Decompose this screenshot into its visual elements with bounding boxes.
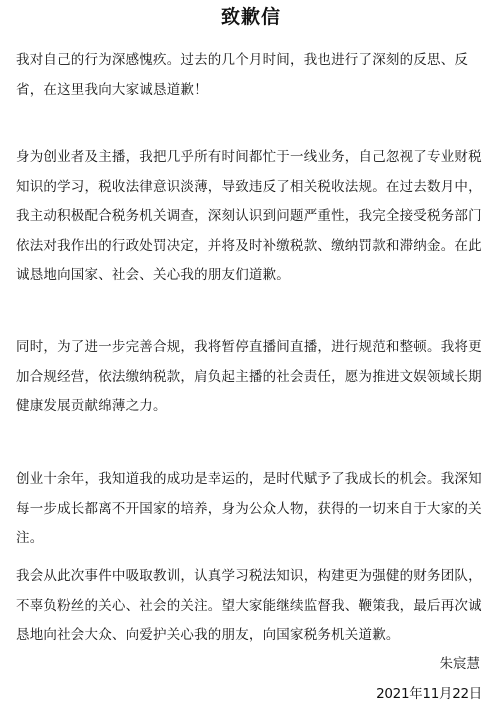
paragraph-line: 我会从此次事件中吸取教训，认真学习税法知识，构建更为强健的财务团队， bbox=[16, 568, 482, 584]
paragraph-line: 我主动积极配合税务机关调查，深刻认识到问题严重性，我完全接受税务部门 bbox=[16, 208, 482, 224]
paragraph-line: 每一步成长都离不开国家的培养，身为公众人物，获得的一切来自于大家的关 bbox=[16, 500, 482, 517]
paragraph-1 bbox=[16, 46, 488, 105]
paragraph-line: 知识的学习，税收法律意识淡薄，导致违反了相关税收法规。在过去数月中， bbox=[16, 178, 482, 195]
letter-title: 致歉信 bbox=[220, 6, 281, 28]
paragraph-4 bbox=[16, 465, 488, 554]
paragraph-line: 省，在这里我向大家诚恳道歉！ bbox=[16, 81, 208, 98]
paragraph-line: 加合规经营，依法缴纳税款，肩负起主播的社会责任，愿为推进文娱领域长期 bbox=[16, 368, 482, 385]
paragraph-line: 注。 bbox=[16, 530, 44, 546]
paragraph-3 bbox=[16, 333, 488, 422]
paragraph-line: 不辜负粉丝的关心、社会的关注。望大家能继续监督我、鞭策我，最后再次诚 bbox=[16, 597, 482, 614]
paragraph-2 bbox=[16, 143, 488, 291]
paragraph-line: 诚恳地向国家、社会、关心我的朋友们道歉。 bbox=[16, 267, 290, 283]
paragraph-line: 同时，为了进一步完善合规，我将暂停直播间直播，进行规范和整顿。我将更 bbox=[16, 339, 482, 355]
paragraph-line: 恳地向社会大众、向爱护关心我的朋友，向国家税务机关道歉。 bbox=[16, 627, 400, 643]
paragraph-line: 创业十余年，我知道我的成功是幸运的，是时代赋予了我成长的机会。我深知 bbox=[16, 471, 482, 487]
paragraph-line: 身为创业者及主播，我把几乎所有时间都忙于一线业务，自己忽视了专业财税 bbox=[16, 149, 482, 165]
paragraph-line: 依法对我作出的行政处罚决定，并将及时补缴税款、缴纳罚款和滞纳金。在此 bbox=[16, 237, 482, 254]
signature: 朱宸慧 bbox=[439, 656, 480, 672]
paragraph-line: 我对自己的行为深感愧疚。过去的几个月时间，我也进行了深刻的反思、反 bbox=[16, 52, 469, 68]
letter-date: 2021年11月22日 bbox=[376, 686, 482, 702]
paragraph-5 bbox=[16, 562, 488, 651]
paragraph-line: 健康发展贡献绵薄之力。 bbox=[16, 398, 167, 414]
